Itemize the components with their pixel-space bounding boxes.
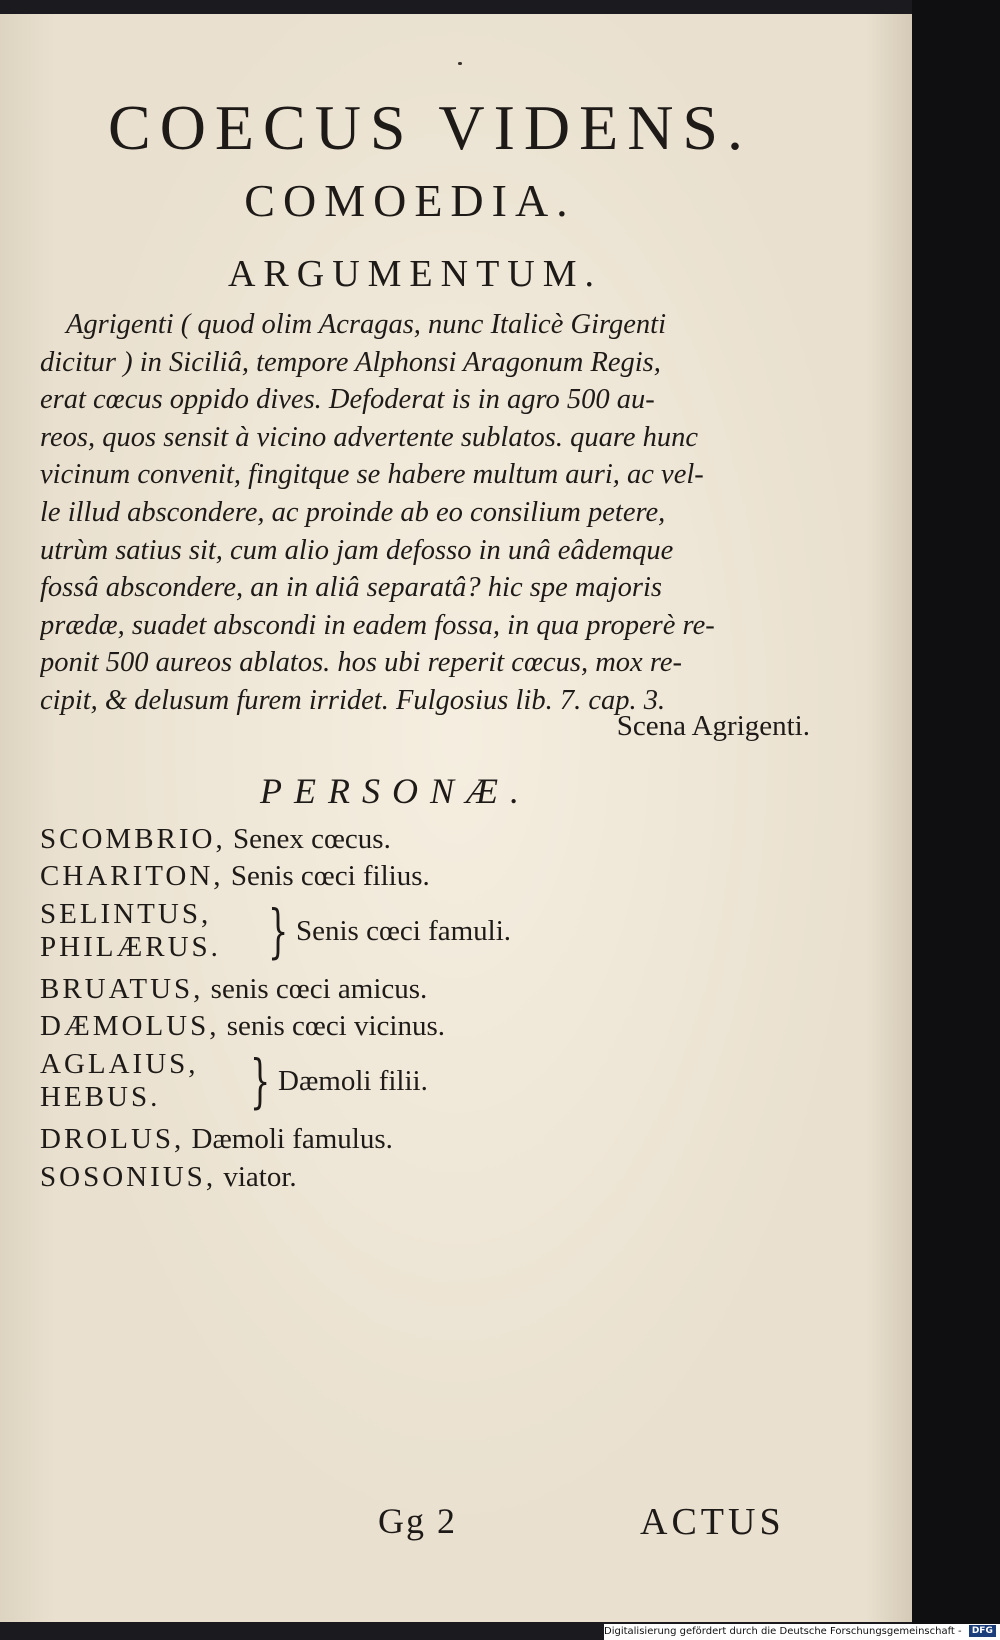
persona-entry: [40, 825, 391, 854]
persona-entry: [40, 1012, 445, 1041]
persona-name: SOSONIUS,: [40, 1161, 217, 1193]
argument-line: utrùm satius sit, cum alio jam defosso in unâ eâdemque: [40, 534, 674, 566]
scene-location: Scena Agrigenti.: [616, 710, 810, 742]
persona-name: DROLUS,: [40, 1123, 185, 1155]
persona-group-names: [40, 898, 221, 964]
play-genre: COMOEDIA.: [244, 175, 576, 226]
persona-description: Senex cœcus.: [233, 823, 391, 855]
persona-name: SELINTUS,: [40, 898, 212, 930]
digitization-credit: [604, 1624, 1000, 1640]
argument-line: reos, quos sensit à vicino advertente sublatos. quare hunc: [40, 421, 699, 453]
personae-heading: PERSONÆ.: [260, 771, 531, 811]
persona-entry: [40, 1163, 297, 1192]
dfg-logo: DFG: [969, 1625, 996, 1637]
page-edge-background: [912, 0, 1000, 1624]
argument-heading: ARGUMENTUM.: [227, 253, 603, 295]
persona-description: Dæmoli filii.: [278, 1065, 428, 1097]
argument-line: Agrigenti ( quod olim Acragas, nunc Italicè Girgenti: [66, 309, 667, 340]
persona-name: BRUATUS,: [40, 973, 204, 1005]
persona-description: Dæmoli famulus.: [191, 1123, 393, 1155]
argument-line: fossâ abscondere, an in aliâ separatâ? hic spe majoris: [40, 572, 662, 604]
argument-line: erat cœcus oppido dives. Defoderat is in agro 500 au-: [40, 384, 655, 416]
credit-text: Digitalisierung gefördert durch die Deutsche Forschungsgemeinschaft -: [604, 1626, 962, 1637]
argument-line: ponit 500 aureos ablatos. hos ubi reperit cœcus, mox re-: [40, 647, 682, 679]
persona-name: HEBUS.: [40, 1081, 161, 1113]
persona-description: senis cœci vicinus.: [226, 1010, 446, 1042]
persona-entry: [40, 1125, 393, 1154]
signature-mark: Gg 2: [378, 1501, 457, 1541]
persona-name: SCOMBRIO,: [40, 823, 226, 855]
persona-entry: [40, 975, 427, 1004]
persona-entry: [40, 862, 430, 891]
argument-line: prædæ, suadet abscondi in eadem fossa, in qua properè re-: [40, 609, 715, 641]
argument-line: vicinum convenit, fingitque se habere multum auri, ac vel-: [40, 459, 704, 491]
persona-description: senis cœci amicus.: [210, 973, 428, 1005]
persona-group-names: [40, 1048, 199, 1114]
brace-mark: }: [268, 897, 289, 965]
persona-description: viator.: [223, 1161, 297, 1193]
ink-speck: [458, 62, 462, 65]
persona-description: Senis cœci filius.: [230, 860, 430, 892]
persona-name: PHILÆRUS.: [40, 931, 221, 963]
argument-line: le illud abscondere, ac proinde ab eo consilium petere,: [40, 496, 666, 528]
brace-mark: }: [250, 1047, 271, 1115]
argument-line: dicitur ) in Siciliâ, tempore Alphonsi Aragonum Regis,: [40, 346, 661, 378]
catchword: ACTUS: [640, 1501, 785, 1543]
argument-line: cipit, & delusum furem irridet. Fulgosius lib. 7. cap. 3.: [40, 684, 666, 716]
play-title: COECUS VIDENS.: [108, 92, 752, 163]
persona-name: AGLAIUS,: [40, 1048, 199, 1080]
persona-name: DÆMOLUS,: [40, 1010, 220, 1042]
persona-name: CHARITON,: [40, 860, 224, 892]
persona-description: Senis cœci famuli.: [296, 915, 512, 947]
argument-text: [40, 306, 808, 720]
